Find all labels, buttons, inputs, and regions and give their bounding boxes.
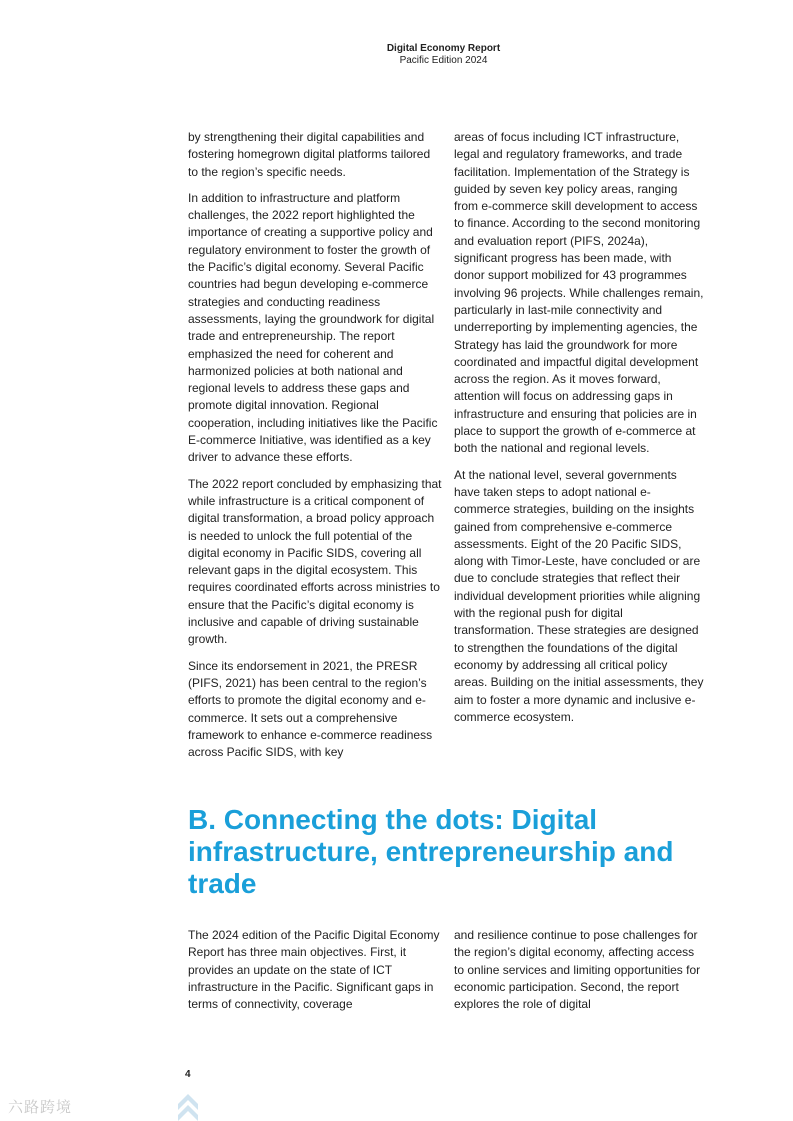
- paragraph: by strengthening their digital capabilities and fostering homegrown digital platforms tailored to the region’s specific needs.: [188, 130, 431, 179]
- left-column: [188, 129, 443, 770]
- chevron-up-icon: [176, 1091, 200, 1121]
- paragraph: and resilience continue to pose challenges for the region’s digital economy, affecting access to online services and limiting opportunities for economic participation. Second, the report explores the role of digital: [454, 928, 701, 1012]
- page-number: 4: [185, 1069, 191, 1080]
- paragraph: At the national level, several governments have taken steps to adopt national e-commerce strategies, building on the insights gained from comprehensive e-commerce assessments. Eight of the 20 Pacific SIDS, along with Timor-Leste, have concluded or are due to conclude strategies that reflect their individual development priorities while aligning with the regional push for digital transformation. These strategies are designed to strengthen the foundations of the digital economy by addressing all critical policy areas. Building on the initial assessments, they aim to foster a more dynamic and inclusive e-commerce ecosystem.: [454, 467, 704, 724]
- right-column: [454, 129, 704, 735]
- paragraph: The 2024 edition of the Pacific Digital Economy Report has three main objectives. First, it provides an update on the state of ICT infrastructure in the Pacific. Significant gaps in terms of connectivity, coverage: [188, 928, 440, 1012]
- running-header: [0, 43, 793, 67]
- section-left-column: [188, 927, 443, 1022]
- paragraph: Since its endorsement in 2021, the PRESR (PIFS, 2021) has been central to the region’s efforts to promote the digital economy and e-commerce. It sets out a comprehensive framework to enhance e-commerce readiness across Pacific SIDS, with key: [188, 658, 433, 760]
- paragraph: The 2022 report concluded by emphasizing that while infrastructure is a critical component of digital transformation, a broad policy approach is needed to unlock the full potential of the digital economy in Pacific SIDS, covering all relevant gaps in the digital ecosystem. This requires coordinated efforts across ministries to ensure that the Pacific’s digital economy is inclusive and capable of driving sustainable growth.: [188, 476, 442, 647]
- section-heading: B. Connecting the dots: Digital infrastructure, entrepreneurship and trade: [188, 804, 674, 899]
- report-edition: Pacific Edition 2024: [399, 55, 488, 66]
- report-title: Digital Economy Report: [386, 43, 501, 54]
- paragraph: areas of focus including ICT infrastructure, legal and regulatory frameworks, and trade facilitation. Implementation of the Strategy is guided by seven key policy areas, ranging from e-commerce skill development to access to finance. According to the second monitoring and evaluation report (PIFS, 2024a), significant progress has been made, with donor support mobilized for 43 programmes involving 96 projects. While challenges remain, particularly in last-mile connectivity and underreporting by implementing agencies, the Strategy has laid the groundwork for more coordinated and impactful digital development across the region. As it moves forward, attention will focus on addressing gaps in infrastructure and ensuring that policies are in place to support the growth of e-commerce at both the national and regional levels.: [454, 130, 704, 456]
- paragraph: In addition to infrastructure and platform challenges, the 2022 report highlighted the importance of creating a supportive policy and regulatory environment to foster the growth of the Pacific’s digital economy. Several Pacific countries had begun developing e-commerce strategies and conducting readiness assessments, laying the groundwork for digital trade and entrepreneurship. The report emphasized the need for coherent and harmonized policies at both national and regional levels to address these gaps and promote digital innovation. Regional cooperation, including initiatives like the Pacific E-commerce Initiative, was identified as a key driver to advance these efforts.: [188, 190, 438, 465]
- section-right-column: [454, 927, 704, 1022]
- watermark: 六路跨境: [8, 1099, 73, 1116]
